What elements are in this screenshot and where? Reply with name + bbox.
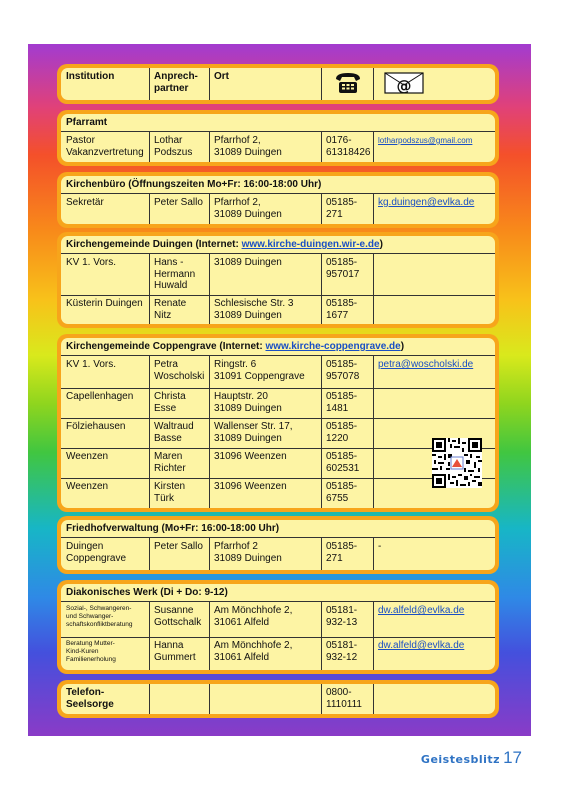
header-email bbox=[373, 68, 495, 100]
cell-email bbox=[373, 194, 495, 224]
cell-institution: Telefon- Seelsorge bbox=[66, 687, 114, 710]
cell-contact: Lothar Podszus bbox=[149, 132, 209, 162]
cell-contact: Hanna Gummert bbox=[149, 637, 209, 670]
table-row bbox=[61, 194, 495, 224]
table-row bbox=[61, 684, 495, 714]
cell-email: - bbox=[373, 538, 495, 570]
section-telefonseelsorge bbox=[57, 680, 499, 718]
telephone-icon bbox=[333, 71, 363, 95]
table-row bbox=[61, 602, 495, 638]
cell-email bbox=[373, 637, 495, 670]
cell-address: Hauptstr. 20 31089 Duingen bbox=[209, 388, 321, 418]
cell-phone: 05185- 1677 bbox=[321, 295, 373, 324]
cell-phone: 05185- 1481 bbox=[321, 388, 373, 418]
website-link[interactable]: www.kirche-coppengrave.de bbox=[265, 341, 401, 352]
qr-code-icon[interactable] bbox=[432, 438, 482, 488]
section-title: Pfarramt bbox=[61, 114, 495, 132]
email-link[interactable]: petra@woscholski.de bbox=[378, 359, 474, 370]
cell-email bbox=[373, 602, 495, 637]
cell-institution: Weenzen bbox=[66, 451, 109, 462]
cell-phone: 05181- 932-13 bbox=[321, 602, 373, 637]
table-row bbox=[61, 538, 495, 570]
email-link[interactable]: kg.duingen@evlka.de bbox=[378, 197, 475, 208]
table-row bbox=[61, 295, 495, 324]
section-diakonisches-werk bbox=[57, 580, 499, 674]
cell-address: Schlesische Str. 3 31089 Duingen bbox=[209, 295, 321, 324]
cell-contact: Hans - Hermann Huwald bbox=[149, 254, 209, 295]
cell-institution: KV 1. Vors. bbox=[66, 359, 117, 370]
cell-address: 31096 Weenzen bbox=[209, 448, 321, 478]
cell-institution: Pastor Vakanzvertretung bbox=[66, 135, 144, 158]
section-pfarramt bbox=[57, 110, 499, 166]
cell-address: Am Mönchhofe 2, 31061 Alfeld bbox=[209, 637, 321, 670]
cell-contact: Peter Sallo bbox=[149, 538, 209, 570]
cell-address: Ringstr. 6 31091 Coppengrave bbox=[209, 356, 321, 388]
header-place: Ort bbox=[209, 68, 321, 100]
magazine-name: Geistesblitz bbox=[420, 753, 501, 766]
cell-contact: Christa Esse bbox=[149, 388, 209, 418]
cell-phone: 05185- 271 bbox=[321, 194, 373, 224]
table-row bbox=[61, 418, 495, 449]
table-row bbox=[61, 254, 495, 296]
section-kirchenbuero bbox=[57, 172, 499, 228]
table-row bbox=[61, 388, 495, 419]
header-institution: Institution bbox=[66, 71, 115, 82]
envelope-at-icon bbox=[384, 71, 424, 95]
cell-address: Am Mönchhofe 2, 31061 Alfeld bbox=[209, 602, 321, 637]
cell-email bbox=[373, 132, 495, 162]
cell-address: Pfarrhof 2, 31089 Duingen bbox=[209, 194, 321, 224]
cell-email bbox=[373, 254, 495, 295]
section-title: Kirchengemeinde Coppengrave (Internet: www.kirche-coppengrave.de) bbox=[61, 338, 495, 356]
section-friedhofverwaltung bbox=[57, 516, 499, 574]
table-row bbox=[61, 478, 495, 508]
cell-phone: 05185- 957078 bbox=[321, 356, 373, 388]
cell-institution: Küsterin Duingen bbox=[66, 298, 143, 309]
cell-phone: 0176- 61318426 bbox=[321, 132, 373, 162]
table-row bbox=[61, 448, 495, 479]
cell-contact: Petra Woscholski bbox=[149, 356, 209, 388]
cell-email bbox=[373, 295, 495, 324]
svg-text:@: @ bbox=[396, 77, 412, 95]
email-link[interactable]: dw.alfeld@evlka.de bbox=[378, 640, 465, 651]
section-title: Friedhofverwaltung (Mo+Fr: 16:00-18:00 Uhr) bbox=[61, 520, 495, 538]
cell-phone: 05185- 6755 bbox=[321, 478, 373, 508]
cell-contact bbox=[149, 684, 209, 714]
section-title: Kirchengemeinde Duingen (Internet: www.kirche-duingen.wir-e.de) bbox=[61, 236, 495, 254]
table-row bbox=[61, 132, 495, 162]
header-row bbox=[61, 68, 495, 100]
cell-contact: Susanne Gottschalk bbox=[149, 602, 209, 637]
cell-institution: Duingen Coppengrave bbox=[66, 541, 127, 564]
section-kg-duingen bbox=[57, 232, 499, 328]
email-link[interactable]: dw.alfeld@evlka.de bbox=[378, 605, 465, 616]
cell-email bbox=[373, 356, 495, 388]
email-link[interactable]: lotharpodszus@gmail.com bbox=[378, 136, 473, 145]
cell-phone: 05181- 932-12 bbox=[321, 637, 373, 670]
cell-address bbox=[209, 684, 321, 714]
cell-address: Wallenser Str. 17, 31089 Duingen bbox=[209, 418, 321, 448]
website-link[interactable]: www.kirche-duingen.wir-e.de bbox=[241, 239, 380, 250]
cell-contact: Peter Sallo bbox=[149, 194, 209, 224]
header-contact: Anprech- partner bbox=[149, 68, 209, 100]
cell-phone: 05185- 957017 bbox=[321, 254, 373, 295]
cell-institution: Beratung Mutter- Kind-Kuren Familienerholung bbox=[66, 640, 116, 663]
page-footer bbox=[421, 748, 522, 768]
cell-contact: Maren Richter bbox=[149, 448, 209, 478]
cell-email bbox=[373, 684, 495, 714]
cell-phone: 05185- 1220 bbox=[321, 418, 373, 448]
cell-address: Pfarrhof 2 31089 Duingen bbox=[209, 538, 321, 570]
cell-address: Pfarrhof 2, 31089 Duingen bbox=[209, 132, 321, 162]
cell-institution: Sekretär bbox=[66, 197, 104, 208]
table-row bbox=[61, 356, 495, 389]
cell-phone: 05185- 602531 bbox=[321, 448, 373, 478]
cell-institution: Sozial-, Schwangeren- und Schwanger- schaftskonfliktberatung bbox=[66, 605, 133, 628]
cell-contact: Renate Nitz bbox=[149, 295, 209, 324]
cell-institution: Fölziehausen bbox=[66, 421, 126, 432]
cell-contact: Waltraud Basse bbox=[149, 418, 209, 448]
cell-contact: Kirsten Türk bbox=[149, 478, 209, 508]
page-number: 17 bbox=[503, 748, 522, 767]
table-header-block bbox=[57, 64, 499, 104]
cell-phone: 05185- 271 bbox=[321, 538, 373, 570]
cell-institution: Weenzen bbox=[66, 481, 109, 492]
cell-institution: KV 1. Vors. bbox=[66, 257, 117, 268]
cell-address: 31089 Duingen bbox=[209, 254, 321, 295]
cell-phone: 0800- 1110111 bbox=[321, 684, 373, 714]
cell-email bbox=[373, 388, 495, 418]
cell-address: 31096 Weenzen bbox=[209, 478, 321, 508]
table-row bbox=[61, 637, 495, 670]
header-phone bbox=[321, 68, 373, 100]
cell-institution: Capellenhagen bbox=[66, 391, 134, 402]
section-title: Kirchenbüro (Öffnungszeiten Mo+Fr: 16:00-18:00 Uhr) bbox=[61, 176, 495, 194]
section-title: Diakonisches Werk (Di + Do: 9-12) bbox=[61, 584, 495, 602]
